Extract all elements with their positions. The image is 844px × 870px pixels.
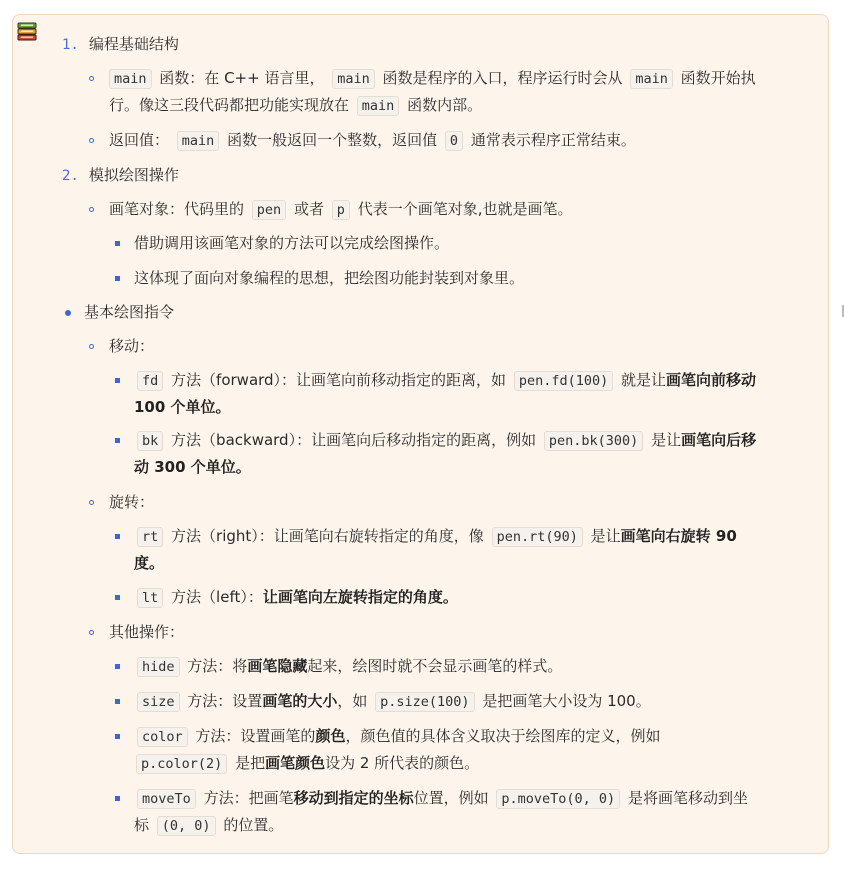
bullet-circle bbox=[89, 630, 94, 635]
bold-text: 画笔向右旋转 90 bbox=[620, 527, 737, 545]
bold-text: 动 300 个单位 bbox=[134, 458, 236, 476]
list-item-rt bbox=[134, 525, 737, 548]
text: 返回值： bbox=[109, 131, 170, 149]
bold-text: 画笔向后移 bbox=[681, 431, 757, 449]
bold-text: 移动到指定的坐标 bbox=[293, 789, 414, 807]
inline-code: main bbox=[109, 69, 152, 89]
list-item-bk bbox=[134, 429, 756, 452]
inline-code: bk bbox=[137, 431, 163, 451]
list-item-color-line2 bbox=[134, 752, 479, 775]
text: 的位置。 bbox=[223, 816, 284, 834]
bold-text: 画笔颜色 bbox=[265, 754, 326, 772]
bullet-circle bbox=[89, 344, 94, 349]
bold-text: 度 bbox=[134, 554, 150, 572]
bullet-square bbox=[115, 534, 120, 539]
section-title: 模拟绘图操作 bbox=[88, 166, 179, 184]
text: ，如 bbox=[337, 692, 368, 710]
inline-code: lt bbox=[137, 588, 163, 608]
text: 代表一个画笔对象,也就是画笔。 bbox=[357, 200, 573, 218]
inline-code: p.color(2) bbox=[136, 754, 227, 774]
bullet-square bbox=[115, 276, 120, 281]
section-number: 1. bbox=[62, 37, 79, 53]
inline-code: hide bbox=[137, 657, 180, 677]
books-icon bbox=[17, 21, 37, 41]
list-item-moveto-line2 bbox=[134, 814, 283, 837]
text: 或者 bbox=[293, 200, 324, 218]
text: 方法（backward）：让画笔向后移动指定的距离，例如 bbox=[171, 431, 537, 449]
inline-code: rt bbox=[137, 527, 163, 547]
list-item-main bbox=[106, 67, 756, 90]
text: 标 bbox=[134, 816, 150, 834]
text: 函数开始执 bbox=[680, 69, 756, 87]
text: 方法：将 bbox=[187, 657, 248, 675]
list-item-return bbox=[109, 129, 636, 152]
list-item-color bbox=[134, 725, 660, 748]
text: 通常表示程序正常结束。 bbox=[470, 131, 636, 149]
bold-text: 让画笔向左旋转指定的角度 bbox=[262, 588, 443, 606]
bold-text: 。 bbox=[215, 398, 231, 416]
list-item-size bbox=[134, 690, 651, 713]
inline-code: pen bbox=[252, 200, 286, 220]
text: 起来，绘图时就不会显示画笔的样式。 bbox=[307, 657, 563, 675]
text: 是让 bbox=[651, 431, 682, 449]
list-item-bk-line2 bbox=[134, 456, 251, 478]
bullet-square bbox=[115, 796, 120, 801]
text: ，颜色值的具体含义取决于绘图库的定义，例如 bbox=[345, 727, 661, 745]
inline-code: color bbox=[137, 727, 188, 747]
inline-code: main bbox=[357, 96, 400, 116]
bullet-circle bbox=[89, 500, 94, 505]
bullet-square bbox=[115, 438, 120, 443]
bullet-square bbox=[115, 241, 120, 246]
inline-code: main bbox=[630, 69, 673, 89]
bold-text: 100 个单位 bbox=[134, 398, 216, 416]
bold-text: 颜色 bbox=[315, 727, 346, 745]
bold-text: 画笔向前移动 bbox=[666, 371, 757, 389]
bold-text: 。 bbox=[442, 588, 458, 606]
text: 函数一般返回一个整数，返回值 bbox=[227, 131, 438, 149]
inline-code: pen.fd(100) bbox=[514, 371, 613, 391]
text: 方法：设置画笔的 bbox=[195, 727, 316, 745]
bold-text: 画笔隐藏 bbox=[247, 657, 308, 675]
text: 是让 bbox=[590, 527, 621, 545]
text: 这体现了面向对象编程的思想，把绘图功能封装到对象里。 bbox=[134, 269, 525, 287]
inline-code: p.size(100) bbox=[375, 692, 474, 712]
list-item-rotate: 旋转： bbox=[109, 493, 155, 511]
section-2-heading bbox=[62, 164, 179, 187]
list-item-fd bbox=[134, 369, 756, 392]
text: 方法（forward）：让画笔向前移动指定的距离，如 bbox=[171, 371, 507, 389]
text: 设为 2 所代表的颜色。 bbox=[325, 754, 480, 772]
inline-code: 0 bbox=[445, 131, 463, 151]
inline-code: fd bbox=[137, 371, 163, 391]
text: 方法：把画笔 bbox=[203, 789, 294, 807]
bullet-square bbox=[115, 378, 120, 383]
inline-code: pen.rt(90) bbox=[492, 527, 583, 547]
list-item-pen bbox=[109, 198, 572, 221]
list-item-move: 移动： bbox=[109, 337, 155, 355]
bullet-circle bbox=[89, 76, 94, 81]
bullet-square bbox=[115, 664, 120, 669]
list-item-lt bbox=[134, 586, 458, 609]
bullet-dot bbox=[65, 310, 71, 316]
list-item-basic: 基本绘图指令 bbox=[84, 303, 175, 321]
list-item-pen-sub1: 借助调用该画笔对象的方法可以完成绘图操作。 bbox=[134, 234, 450, 252]
list-item-main-line2 bbox=[109, 94, 482, 117]
bullet-circle bbox=[89, 207, 94, 212]
inline-code: pen.bk(300) bbox=[544, 431, 643, 451]
text: 方法（right）：让画笔向右旋转指定的角度，像 bbox=[171, 527, 484, 545]
bullet-circle bbox=[89, 138, 94, 143]
list-item-fd-line2 bbox=[134, 396, 231, 418]
bold-text: 画笔的大小 bbox=[262, 692, 338, 710]
inline-code: p bbox=[332, 200, 350, 220]
bullet-square bbox=[115, 595, 120, 600]
bold-text: 。 bbox=[235, 458, 251, 476]
inline-code: p.moveTo(0, 0) bbox=[496, 789, 620, 809]
bullet-square bbox=[115, 699, 120, 704]
bullet-square bbox=[115, 734, 120, 739]
inline-code: moveTo bbox=[137, 789, 196, 809]
text: 是将画笔移动到坐 bbox=[627, 789, 748, 807]
inline-code: main bbox=[332, 69, 375, 89]
list-item-moveto bbox=[134, 787, 748, 810]
inline-code: main bbox=[177, 131, 220, 151]
text: 函数：在 C++ 语言里， bbox=[159, 69, 325, 87]
inline-code: (0, 0) bbox=[157, 816, 216, 836]
text: 就是让 bbox=[621, 371, 667, 389]
list-item-hide bbox=[134, 655, 562, 678]
text: 行。像这三段代码都把功能实现放在 bbox=[109, 96, 350, 114]
text: 位置，例如 bbox=[413, 789, 489, 807]
section-1-heading bbox=[62, 33, 179, 56]
text: 画笔对象：代码里的 bbox=[109, 200, 245, 218]
section-number: 2. bbox=[62, 168, 79, 184]
text: 函数是程序的入口，程序运行时会从 bbox=[382, 69, 623, 87]
bold-text: 。 bbox=[149, 554, 165, 572]
text: 函数内部。 bbox=[407, 96, 483, 114]
section-title: 编程基础结构 bbox=[88, 35, 179, 53]
inline-code: size bbox=[137, 692, 180, 712]
text: 是把画笔大小设为 100。 bbox=[482, 692, 651, 710]
text: 方法：设置 bbox=[187, 692, 263, 710]
list-item-other: 其他操作： bbox=[109, 623, 185, 641]
text: 是把 bbox=[235, 754, 266, 772]
list-item-pen-sub2 bbox=[134, 267, 524, 289]
list-item-rt-line2 bbox=[134, 552, 164, 574]
text: 方法（left）： bbox=[171, 588, 263, 606]
